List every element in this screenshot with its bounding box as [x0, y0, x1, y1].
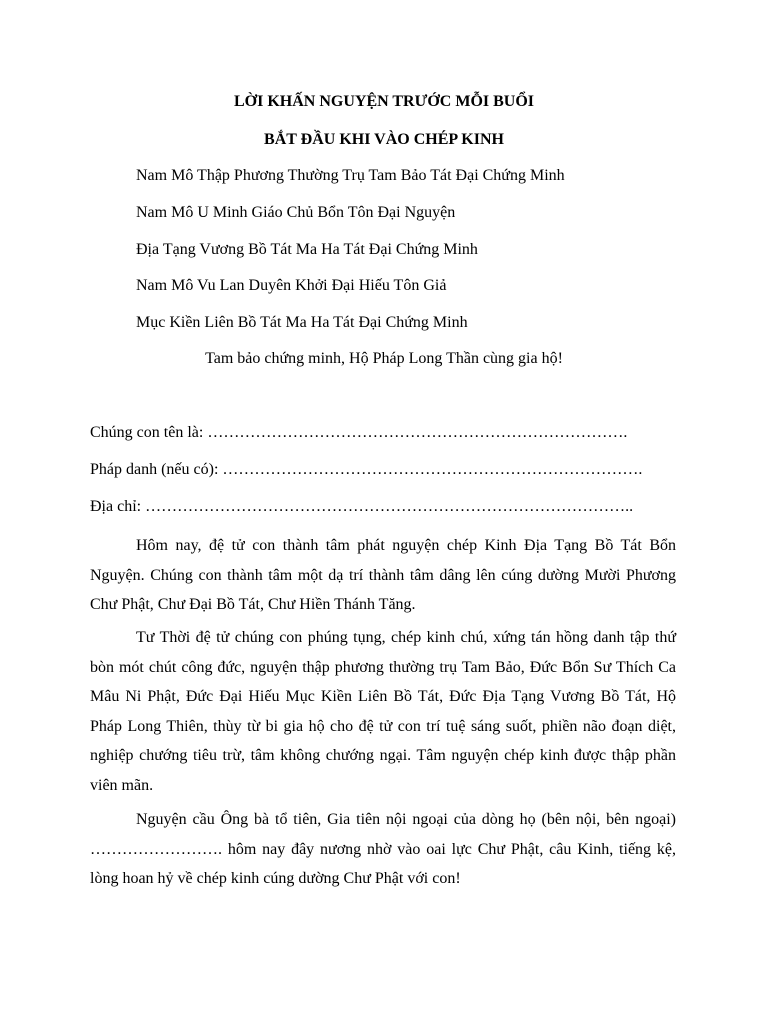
invocation-line: Nam Mô U Minh Giáo Chủ Bổn Tôn Đại Nguyện	[136, 204, 456, 221]
invocation-line: Nam Mô Vu Lan Duyên Khởi Đại Hiếu Tôn Giả	[136, 277, 447, 294]
name-field-line: Chúng con tên là: …………………………………………………………………….	[90, 424, 628, 441]
invocation-line: Mục Kiền Liên Bồ Tát Ma Ha Tát Đại Chứng Minh	[136, 314, 468, 331]
protection-line: Tam bảo chứng minh, Hộ Pháp Long Thần cùng gia hộ!	[205, 350, 563, 367]
invocation-line: Nam Mô Thập Phương Thường Trụ Tam Bảo Tát Đại Chứng Minh	[136, 167, 565, 184]
title-line-1: LỜI KHẤN NGUYỆN TRƯỚC MỖI BUỔI	[233, 93, 535, 110]
title-line-2: BẮT ĐẦU KHI VÀO CHÉP KINH	[264, 131, 504, 148]
body-paragraph: Tư Thời đệ tử chúng con phúng tụng, chép kinh chú, xứng tán hồng danh tập thứ bòn mót chút công đức, nguyện thập phương thường trụ Tam Bảo, Đức Bổn Sư Thích Ca Mâu Ni Phật, Đức Đại Hiếu Mục Kiền Liên Bồ Tát, Đức Địa Tạng Vương Bồ Tát, Hộ Pháp Long Thiên, thùy từ bi gia hộ cho đệ tử con trí tuệ sáng suốt, phiền não đoạn diệt, nghiệp chướng tiêu trừ, tâm không chướng ngại. Tâm nguyện chép kinh được thập phần viên mãn.	[90, 629, 676, 794]
dharma-name-field-line: Pháp danh (nếu có): …………………………………………………………………….	[90, 461, 643, 478]
body-paragraph: Hôm nay, đệ tử con thành tâm phát nguyện chép Kinh Địa Tạng Bồ Tát Bổn Nguyện. Chúng con thành tâm một dạ trí thành tâm dâng lên cúng dường Mười Phương Chư Phật, Chư Đại Bồ Tát, Chư Hiền Thánh Tăng.	[90, 537, 676, 613]
address-field-line: Địa chỉ: ………………………………………………………………………………..	[90, 498, 634, 515]
body-paragraph: Nguyện cầu Ông bà tổ tiên, Gia tiên nội ngoại của dòng họ (bên nội, bên ngoại) ……………………. hôm nay đây nương nhờ vào oai lực Chư Phật, câu Kinh, tiếng kệ, lòng hoan hỷ về chép kinh cúng dường Chư Phật với con!	[90, 811, 676, 887]
invocation-line: Địa Tạng Vương Bồ Tát Ma Ha Tát Đại Chứng Minh	[136, 241, 478, 258]
protection-line-wrapper	[0, 350, 768, 368]
